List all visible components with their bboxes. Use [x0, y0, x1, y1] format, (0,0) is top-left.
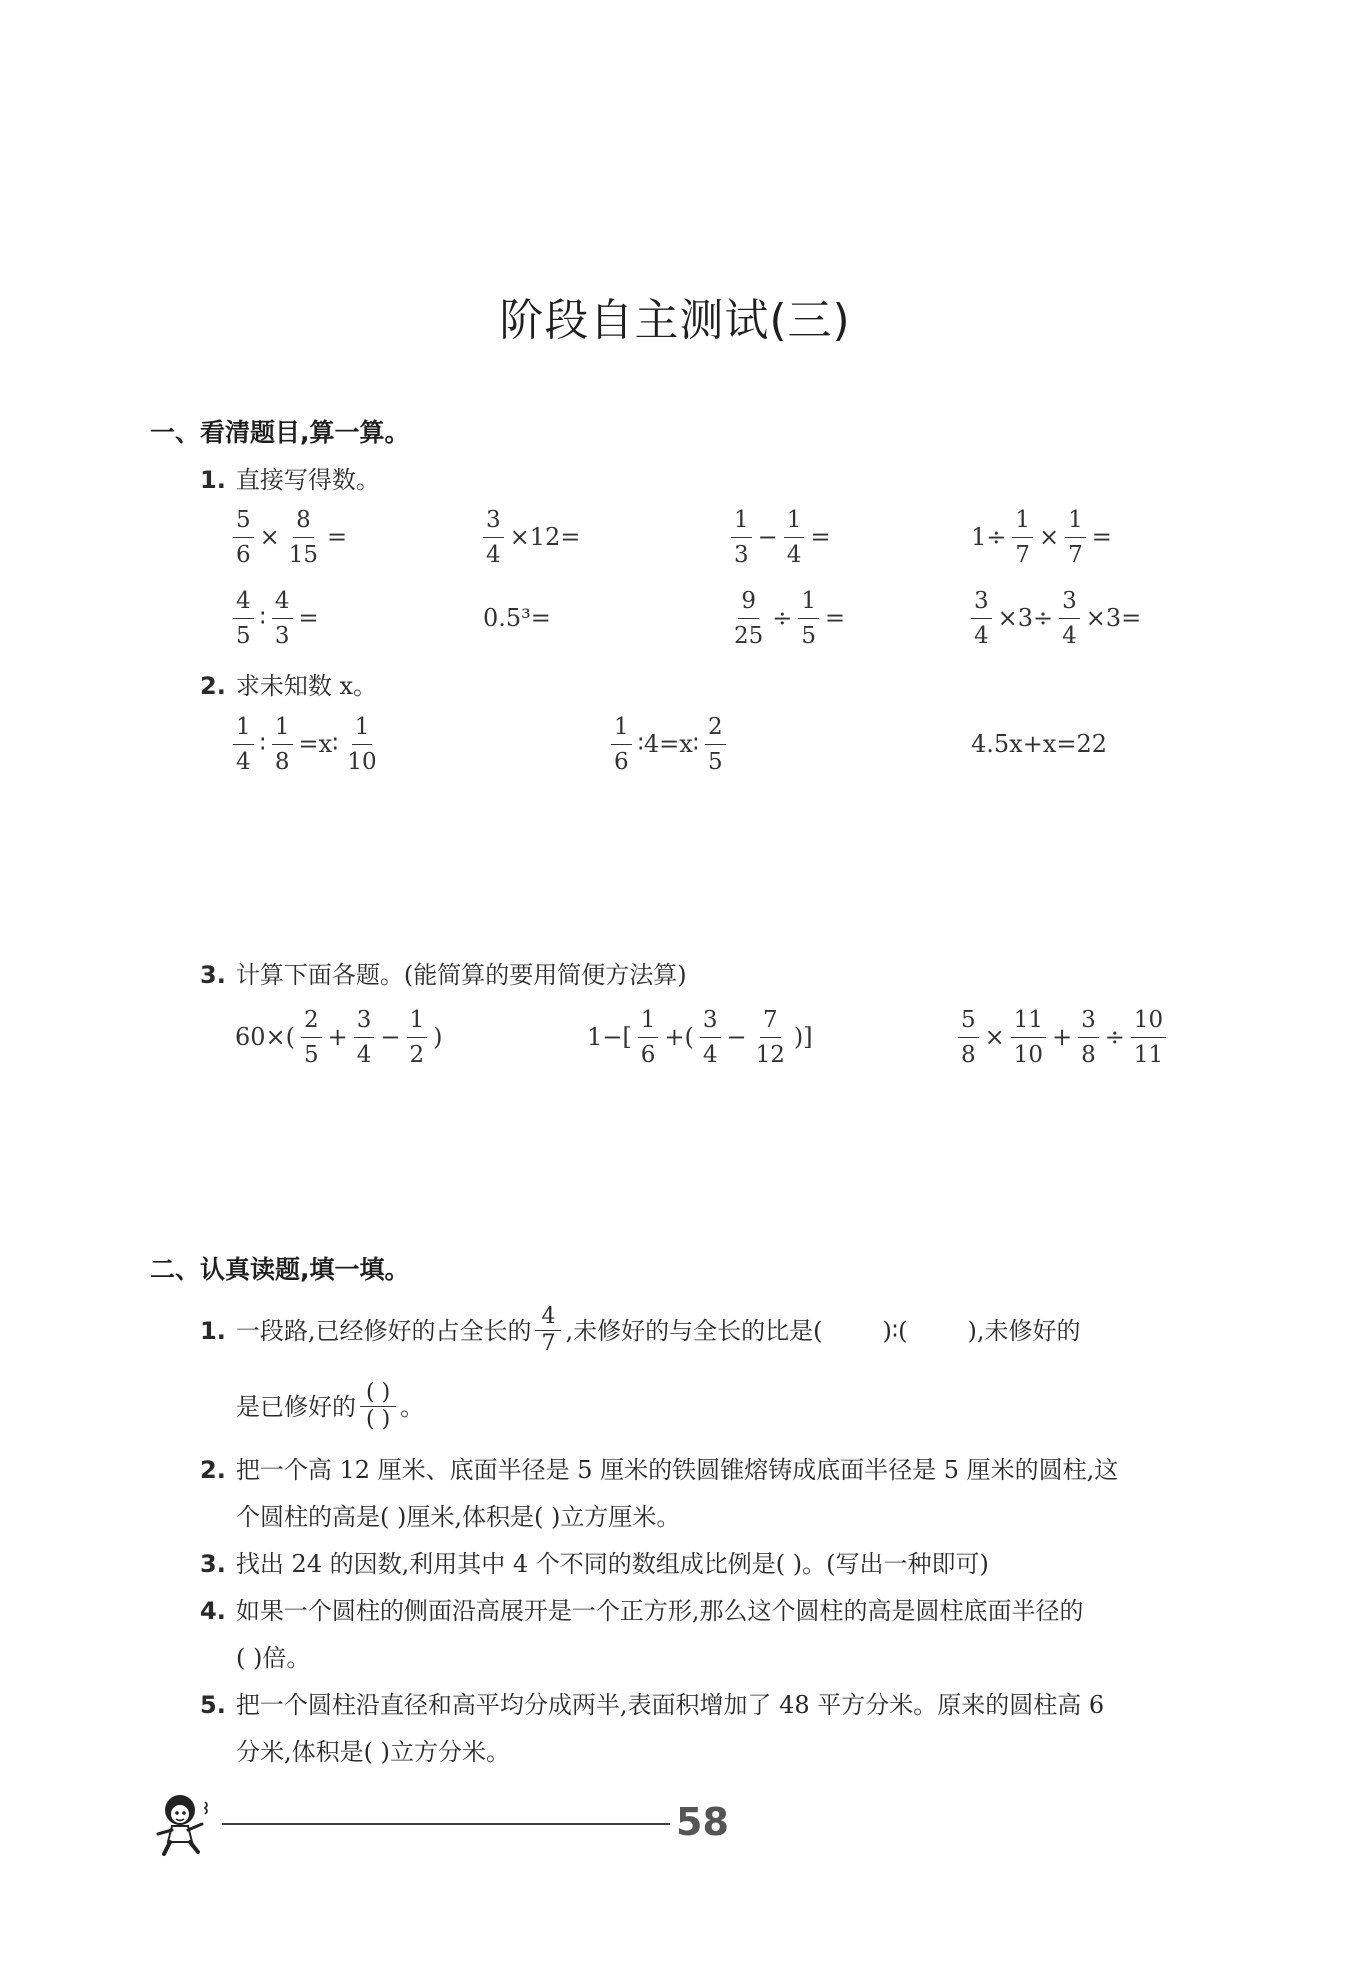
s1-q1-expr-c-fraction — [784, 503, 805, 572]
s1-q1-expr-e-operator: ∶ — [259, 604, 266, 632]
s1-q2-expr-c — [968, 704, 1110, 784]
fraction-denominator: 12 — [755, 1041, 785, 1068]
s1-q1-expr-a — [230, 497, 350, 577]
s1-q3-expr-b-operator: 1−[ — [587, 1023, 632, 1051]
s1-q2-expr-a-operator: ∶ — [259, 730, 266, 758]
s1-q3-header — [200, 955, 687, 990]
s1-q3-expr-b-operator: − — [726, 1023, 747, 1051]
s1-q1-expr-h — [968, 578, 1144, 658]
footer-rule — [222, 1823, 670, 1825]
fraction-numerator: 1 — [272, 710, 293, 745]
s1-q2-expr-a-fraction — [344, 710, 379, 779]
fraction-denominator: 4 — [486, 541, 501, 568]
s1-q2-number: 2. — [200, 672, 226, 700]
fraction-numerator: 1 — [638, 1003, 659, 1038]
fraction-denominator: 10 — [347, 748, 377, 775]
fraction-numerator: 1 — [1065, 503, 1086, 538]
fraction-numerator: 1 — [784, 503, 805, 538]
s1-q3-expr-c-operator: ÷ — [1104, 1023, 1125, 1051]
s2-q2-line2: 个圆柱的高是( )厘米,体积是( )立方厘米。 — [236, 1503, 681, 1531]
s1-q1-expr-g — [728, 578, 848, 658]
s1-q1-expr-d — [968, 497, 1115, 577]
s1-q1-expr-a-operator: = — [327, 523, 348, 551]
s1-q1-expr-b-operator: ×12= — [509, 523, 581, 551]
s1-q1-expr-d-operator: = — [1091, 523, 1112, 551]
s1-q2-expr-a — [230, 704, 383, 784]
s1-q2-expr-c-operator: 4.5x+x=22 — [971, 730, 1107, 758]
s1-q1-number: 1. — [200, 466, 226, 494]
s1-q3-expr-b — [584, 997, 816, 1077]
s1-q3-expr-a-operator: 60×( — [235, 1023, 296, 1051]
fraction-numerator: 9 — [738, 584, 759, 619]
s1-q3-expr-a-operator: + — [327, 1023, 348, 1051]
s1-q3-expr-c-operator: × — [984, 1023, 1005, 1051]
s1-q1-expr-f — [480, 578, 554, 658]
s2-q2-line1 — [200, 1447, 1118, 1493]
fraction-denominator: 4 — [1062, 622, 1077, 649]
s1-q3-expr-a-fraction — [407, 1003, 428, 1072]
fraction-denominator: 5 — [801, 622, 817, 649]
fraction-numerator: 1 — [731, 503, 752, 538]
s2-q1-text-c: )∶( — [882, 1316, 908, 1345]
s1-q3-expr-b-operator: +( — [664, 1023, 694, 1051]
s2-q3-text-1: 找出 24 的因数,利用其中 4 个不同的数组成比例是( )。(写出一种即可) — [235, 1550, 989, 1578]
fraction-denominator: 7 — [1068, 541, 1083, 568]
s1-q3-expr-a-fraction — [354, 1003, 375, 1072]
fraction-numerator: 3 — [700, 1003, 721, 1038]
s1-q2-expr-b — [608, 704, 729, 784]
s2-q4-number: 4. — [200, 1597, 226, 1625]
fraction-numerator: 10 — [1131, 1003, 1166, 1038]
fraction-numerator: 11 — [1011, 1003, 1046, 1038]
s1-q1-expr-f-operator: 0.5³= — [483, 604, 551, 632]
s1-q1-expr-h-operator: ×3÷ — [997, 604, 1054, 632]
s2-q2-text-1: 把一个高 12 厘米、底面半径是 5 厘米的铁圆锥熔铸成底面半径是 5 厘米的圆柱,这 — [235, 1456, 1119, 1484]
fraction-denominator: 8 — [274, 748, 290, 775]
fraction-numerator: 1 — [611, 710, 632, 745]
s1-q3-expr-c — [955, 997, 1169, 1077]
s1-q3-expr-a-operator: − — [380, 1023, 401, 1051]
fraction-numerator: 1 — [1012, 503, 1033, 538]
s1-q3-expr-a — [232, 997, 446, 1077]
s1-q1-expr-c-fraction — [731, 503, 752, 572]
fraction-numerator: 1 — [798, 584, 819, 619]
fraction-denominator: 4 — [236, 748, 251, 775]
s2-q3-number: 3. — [200, 1550, 226, 1578]
fraction-numerator: 2 — [705, 710, 726, 745]
fraction-denominator: 3 — [734, 541, 749, 568]
s2-q1-text-f: 。 — [400, 1392, 425, 1421]
fraction-numerator: 8 — [293, 503, 314, 538]
s1-q2-expr-b-operator: ∶4=x∶ — [637, 730, 700, 758]
s1-q1-expr-a-fraction — [233, 503, 254, 572]
fraction-denominator: 10 — [1013, 1041, 1044, 1068]
s2-q2-number: 2. — [200, 1456, 226, 1484]
s1-q1-header — [200, 460, 380, 495]
fraction-denominator: 4 — [786, 541, 802, 568]
s2-q1-text-e: 是已修好的 — [236, 1392, 356, 1421]
s2-q1-line2 — [236, 1380, 424, 1433]
fraction-denominator: 25 — [734, 622, 764, 649]
s2-q1-text-a: 一段路,已经修好的占全长的 — [235, 1316, 532, 1345]
fraction-numerator: 1 — [407, 1003, 428, 1038]
s2-q1-line1 — [200, 1304, 1080, 1357]
fraction-denominator: 2 — [409, 1041, 425, 1068]
s1-q1-expr-g-fraction — [731, 584, 766, 653]
s1-q3-expr-b-fraction — [638, 1003, 659, 1072]
fraction-denominator: 8 — [961, 1041, 976, 1068]
s1-q1-expr-b-fraction — [483, 503, 504, 572]
fraction-denominator: 6 — [640, 1041, 656, 1068]
s1-q1-expr-a-operator: × — [259, 523, 280, 551]
s1-q3-expr-c-fraction — [1131, 1003, 1166, 1072]
fraction-numerator: 7 — [760, 1003, 781, 1038]
s2-q4-line1 — [200, 1588, 1083, 1634]
fraction-denominator: 15 — [288, 541, 319, 568]
s1-q1-expr-e-operator: = — [298, 604, 319, 632]
s1-q3-label: 计算下面各题。(能简算的要用简便方法算) — [235, 961, 687, 989]
fraction-numerator: 1 — [233, 710, 254, 745]
s1-q1-expr-e — [230, 578, 322, 658]
s2-q4-text-1: 如果一个圆柱的侧面沿高展开是一个正方形,那么这个圆柱的高是圆柱底面半径的 — [235, 1597, 1084, 1625]
s1-q1-expr-c-operator: − — [757, 523, 778, 551]
s2-q1-blank-denominator[interactable]: ( ) — [366, 1407, 391, 1432]
s1-q3-expr-c-fraction — [1011, 1003, 1046, 1072]
s1-q3-expr-b-fraction — [753, 1003, 788, 1072]
fraction-denominator: 6 — [236, 541, 251, 568]
fraction-denominator: 5 — [304, 1041, 319, 1068]
fraction-numerator: 5 — [233, 503, 254, 538]
fraction-numerator: 3 — [971, 584, 992, 619]
s2-q1-blank-fraction[interactable] — [360, 1380, 396, 1433]
s2-q1-fraction — [535, 1304, 561, 1357]
s1-q3-expr-c-operator: + — [1052, 1023, 1073, 1051]
s1-q1-expr-a-fraction — [286, 503, 321, 572]
s1-q1-expr-d-operator: × — [1039, 523, 1060, 551]
s1-q1-expr-g-fraction — [798, 584, 819, 653]
fraction-numerator: 3 — [483, 503, 504, 538]
s2-q1-fraction-numerator: 4 — [535, 1304, 561, 1331]
s1-q3-expr-a-operator: ) — [433, 1023, 443, 1051]
fraction-numerator: 3 — [1059, 584, 1080, 619]
s1-q3-expr-c-fraction — [958, 1003, 979, 1072]
page-number: 58 — [676, 1800, 729, 1844]
s1-q2-expr-b-fraction — [705, 710, 726, 779]
s1-q2-header — [200, 666, 377, 701]
s1-q2-expr-a-fraction — [272, 710, 293, 779]
section2-heading: 二、认真读题,填一填。 — [150, 1255, 410, 1284]
s1-q1-label: 直接写得数。 — [235, 466, 380, 494]
fraction-numerator: 2 — [301, 1003, 322, 1038]
page-title: 阶段自主测试(三) — [499, 295, 851, 346]
s2-q5-number: 5. — [200, 1691, 226, 1719]
s2-q5-line2: 分米,体积是( )立方分米。 — [236, 1738, 510, 1766]
s2-q1-number: 1. — [200, 1316, 226, 1345]
s2-q3-line1 — [200, 1541, 989, 1587]
s2-q1-blank-numerator[interactable]: ( ) — [360, 1380, 396, 1407]
s1-q2-expr-b-fraction — [611, 710, 632, 779]
s1-q1-expr-g-operator: = — [825, 604, 846, 632]
s1-q1-expr-d-fraction — [1065, 503, 1086, 572]
s2-q5-line1 — [200, 1682, 1104, 1728]
fraction-denominator: 7 — [1015, 541, 1031, 568]
s1-q1-expr-d-fraction — [1012, 503, 1033, 572]
fraction-denominator: 4 — [974, 622, 989, 649]
s2-q1-text-d: ),未修好的 — [967, 1316, 1081, 1345]
fraction-denominator: 8 — [1081, 1041, 1096, 1068]
s1-q1-expr-d-operator: 1÷ — [971, 523, 1007, 551]
s1-q1-expr-h-fraction — [971, 584, 992, 653]
fraction-denominator: 6 — [614, 748, 629, 775]
s1-q1-expr-e-fraction — [272, 584, 293, 653]
s2-q1-fraction-denominator: 7 — [541, 1331, 556, 1356]
s1-q1-expr-c-operator: = — [810, 523, 831, 551]
s1-q1-expr-c — [728, 497, 834, 577]
fraction-denominator: 5 — [708, 748, 723, 775]
fraction-denominator: 4 — [702, 1041, 718, 1068]
s1-q1-expr-b — [480, 497, 583, 577]
fraction-numerator: 1 — [352, 710, 373, 745]
s1-q1-expr-h-operator: ×3= — [1085, 604, 1142, 632]
s2-q5-text-1: 把一个圆柱沿直径和高平均分成两半,表面积增加了 48 平方分米。原来的圆柱高 6 — [235, 1691, 1105, 1719]
s1-q2-expr-a-operator: =x∶ — [298, 730, 339, 758]
s1-q3-expr-a-fraction — [301, 1003, 322, 1072]
fraction-numerator: 5 — [958, 1003, 979, 1038]
s1-q3-expr-b-operator: )] — [793, 1023, 813, 1051]
s1-q1-expr-e-fraction — [233, 584, 254, 653]
fraction-denominator: 3 — [274, 622, 290, 649]
fraction-numerator: 3 — [1078, 1003, 1099, 1038]
s1-q1-expr-h-fraction — [1059, 584, 1080, 653]
cartoon-boy-icon — [150, 1788, 220, 1858]
fraction-numerator: 3 — [354, 1003, 375, 1038]
s1-q1-expr-g-operator: ÷ — [772, 604, 793, 632]
fraction-denominator: 11 — [1133, 1041, 1164, 1068]
s1-q3-expr-b-fraction — [700, 1003, 721, 1072]
section1-heading: 一、看清题目,算一算。 — [150, 418, 410, 447]
s1-q2-expr-a-fraction — [233, 710, 254, 779]
s1-q3-number: 3. — [200, 961, 226, 989]
fraction-denominator: 4 — [356, 1041, 372, 1068]
fraction-numerator: 4 — [233, 584, 254, 619]
s2-q1-text-b: ,未修好的与全长的比是( — [565, 1316, 823, 1345]
s1-q3-expr-c-fraction — [1078, 1003, 1099, 1072]
fraction-numerator: 4 — [272, 584, 293, 619]
s1-q2-label: 求未知数 x。 — [235, 672, 377, 700]
fraction-denominator: 5 — [236, 622, 251, 649]
s2-q4-line2: ( )倍。 — [236, 1644, 311, 1672]
